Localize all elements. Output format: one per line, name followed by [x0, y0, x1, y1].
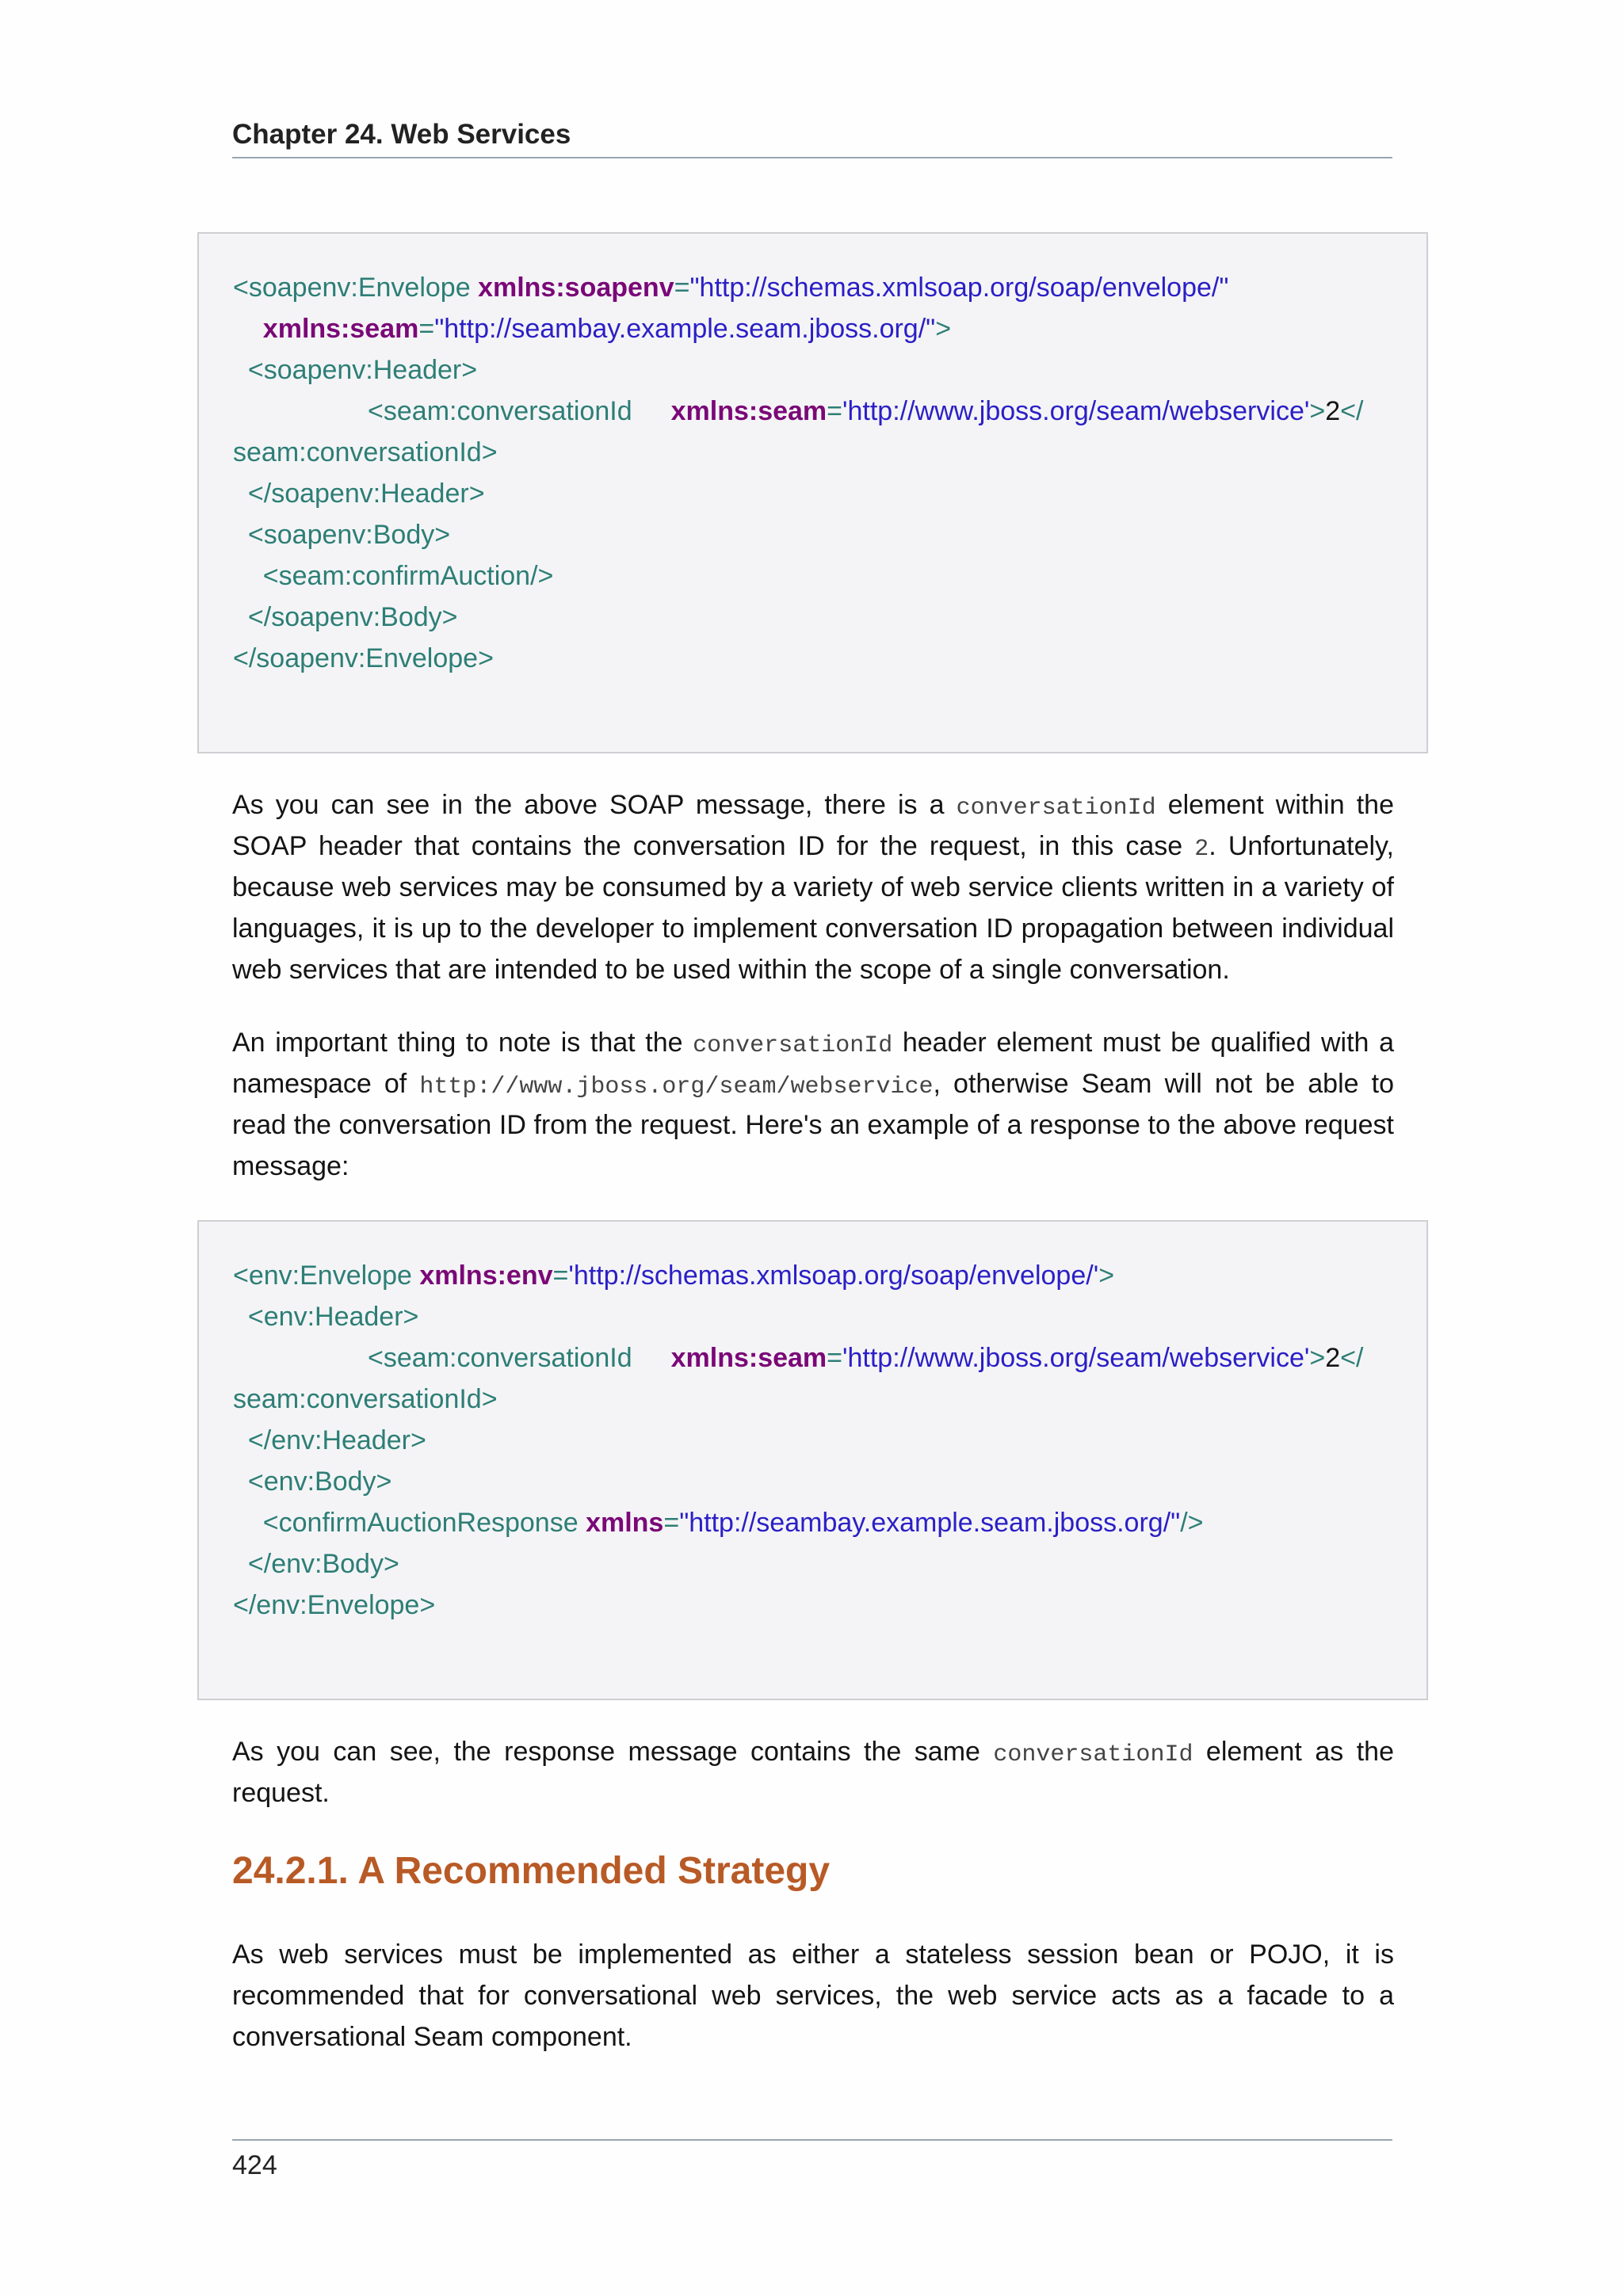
paragraph-line [232, 1146, 1394, 1187]
code-line [233, 514, 1395, 555]
code-line [233, 1461, 1395, 1502]
paragraph-line [232, 2016, 1394, 2058]
code-lines [233, 267, 1395, 679]
code-token-eq: = [827, 396, 843, 426]
code-token-tag: </env:Envelope> [233, 1590, 436, 1620]
code-token-attr: xmlns:seam [670, 1343, 827, 1373]
code-token-val: "http://schemas.xmlsoap.org/soap/envelope/" [689, 273, 1229, 303]
inline-code: http://www.jboss.org/seam/webservice [419, 1074, 934, 1100]
code-token-tag: </soapenv:Envelope> [233, 643, 494, 673]
paragraph-line [232, 1975, 1394, 2016]
text-run: element within the [1155, 790, 1394, 820]
code-line [233, 1543, 1395, 1585]
code-line [233, 267, 1395, 308]
text-run: As web services must be implemented as either a stateless session bean or POJO, it is [232, 1939, 1394, 1970]
code-block-response [197, 1220, 1428, 1700]
code-token-tag: > [1309, 396, 1326, 426]
code-token-val: 'http://schemas.xmlsoap.org/soap/envelope/' [568, 1261, 1099, 1291]
paragraph-line [232, 784, 1394, 826]
code-line [233, 349, 1395, 391]
text-run: read the conversation ID from the request. Here's an example of a response to the above request [232, 1110, 1394, 1140]
paragraph-soap-explanation [232, 784, 1394, 990]
code-token-eq: = [663, 1508, 680, 1538]
code-block-request [197, 232, 1428, 753]
code-line [233, 308, 1395, 349]
code-line [233, 555, 1395, 597]
page-number: 424 [232, 2150, 277, 2180]
code-line [233, 1420, 1395, 1461]
text-run: namespace of [232, 1069, 420, 1099]
paragraph-line [232, 1022, 1394, 1063]
code-token-tag: <seam:conversationId [233, 1343, 632, 1373]
code-token-tag: <seam:conversationId [233, 396, 632, 426]
code-token-val: "http://seambay.example.seam.jboss.org/" [434, 314, 936, 344]
code-token-eq: = [674, 273, 690, 303]
code-token-attr: xmlns [586, 1508, 664, 1538]
inline-code: conversationId [956, 795, 1156, 822]
paragraph-response-note [232, 1731, 1394, 1814]
code-token-tag: <env:Envelope [233, 1261, 420, 1291]
code-token-tag: /> [1180, 1508, 1204, 1538]
code-token-tag: <seam:confirmAuction/> [233, 561, 554, 591]
paragraph-line [232, 1772, 1394, 1814]
code-line [233, 1379, 1395, 1420]
inline-code: 2 [1194, 836, 1209, 863]
code-token-attr: xmlns:seam [670, 396, 827, 426]
code-token-tag: </soapenv:Body> [233, 602, 458, 632]
code-token-tag: </env:Body> [233, 1549, 399, 1579]
paragraph-line [232, 1934, 1394, 1975]
section-heading: 24.2.1. A Recommended Strategy [232, 1850, 831, 1892]
code-token-eq: = [418, 314, 435, 344]
paragraph-line [232, 949, 1394, 990]
text-run: recommended that for conversational web services, the web service acts as a facade to a [232, 1981, 1394, 2011]
code-token-tag: </ [1340, 1343, 1364, 1373]
code-token-tag: > [1098, 1261, 1115, 1291]
inline-code: conversationId [993, 1741, 1193, 1768]
code-token-tag: <env:Body> [233, 1466, 392, 1497]
code-token-tag: > [1309, 1343, 1326, 1373]
text-run: because web services may be consumed by a variety of web service clients written in a variety of [232, 872, 1394, 902]
text-run: As you can see in the above SOAP message, there is a [232, 790, 957, 820]
code-token-attr: xmlns:env [419, 1261, 553, 1291]
code-token-tag [233, 314, 263, 344]
text-run: An important thing to note is that the [232, 1028, 693, 1058]
text-run: request. [232, 1778, 330, 1808]
code-token-attr: xmlns:seam [262, 314, 419, 344]
code-line [233, 597, 1395, 638]
paragraph-line [232, 1731, 1394, 1772]
code-token-tag: </ [1340, 396, 1364, 426]
text-run: . Unfortunately, [1209, 831, 1394, 861]
text-run: languages, it is up to the developer to implement conversation ID propagation between individual [232, 913, 1394, 944]
code-token-attr: xmlns:soapenv [478, 273, 674, 303]
text-run: message: [232, 1151, 349, 1181]
code-token-tag: seam:conversationId> [233, 1384, 498, 1414]
code-token-tag: <soapenv:Header> [233, 355, 478, 385]
code-token-txt: 2 [1325, 1343, 1341, 1373]
text-run: SOAP header that contains the conversation ID for the request, in this case [232, 831, 1195, 861]
code-line [233, 1255, 1395, 1296]
code-line [233, 1585, 1395, 1626]
code-line [233, 432, 1395, 473]
code-token-eq: = [827, 1343, 843, 1373]
paragraph-strategy [232, 1934, 1394, 2058]
page-footer [232, 2139, 1392, 2180]
code-line [233, 1296, 1395, 1337]
code-token-txt: 2 [1325, 396, 1341, 426]
paragraph-line [232, 1063, 1394, 1104]
page-header [232, 117, 1392, 158]
text-run: element as the [1193, 1737, 1394, 1767]
code-token-val: 'http://www.jboss.org/seam/webservice' [842, 396, 1310, 426]
code-line [233, 391, 1395, 432]
paragraph-line [232, 867, 1394, 908]
code-token-tag: seam:conversationId> [233, 437, 498, 467]
code-token-tag: </soapenv:Header> [233, 479, 485, 509]
code-line [233, 1502, 1395, 1543]
chapter-title: Chapter 24. Web Services [232, 119, 571, 150]
code-token-tag: <env:Header> [233, 1302, 419, 1332]
code-token-tag: <soapenv:Body> [233, 520, 451, 550]
paragraph-line [232, 1104, 1394, 1146]
paragraph-line [232, 826, 1394, 867]
code-line [233, 1337, 1395, 1379]
paragraph-line [232, 908, 1394, 949]
text-run: conversational Seam component. [232, 2022, 632, 2052]
text-run: header element must be qualified with a [892, 1028, 1394, 1058]
code-token-tag: > [935, 314, 952, 344]
text-run: , otherwise Seam will not be able to [933, 1069, 1394, 1099]
inline-code: conversationId [693, 1032, 893, 1059]
code-line [233, 638, 1395, 679]
text-run: As you can see, the response message contains the same [232, 1737, 994, 1767]
code-token-tag: <confirmAuctionResponse [233, 1508, 586, 1538]
text-run: web services that are intended to be used within the scope of a single conversation. [232, 955, 1230, 985]
code-token-val: "http://seambay.example.seam.jboss.org/" [679, 1508, 1181, 1538]
code-lines [233, 1255, 1395, 1626]
code-token-tag: </env:Header> [233, 1425, 426, 1455]
paragraph-namespace-note [232, 1022, 1394, 1187]
code-line [233, 473, 1395, 514]
code-token-eq: = [552, 1261, 569, 1291]
code-token-tag: <soapenv:Envelope [233, 273, 479, 303]
code-token-val: 'http://www.jboss.org/seam/webservice' [842, 1343, 1310, 1373]
